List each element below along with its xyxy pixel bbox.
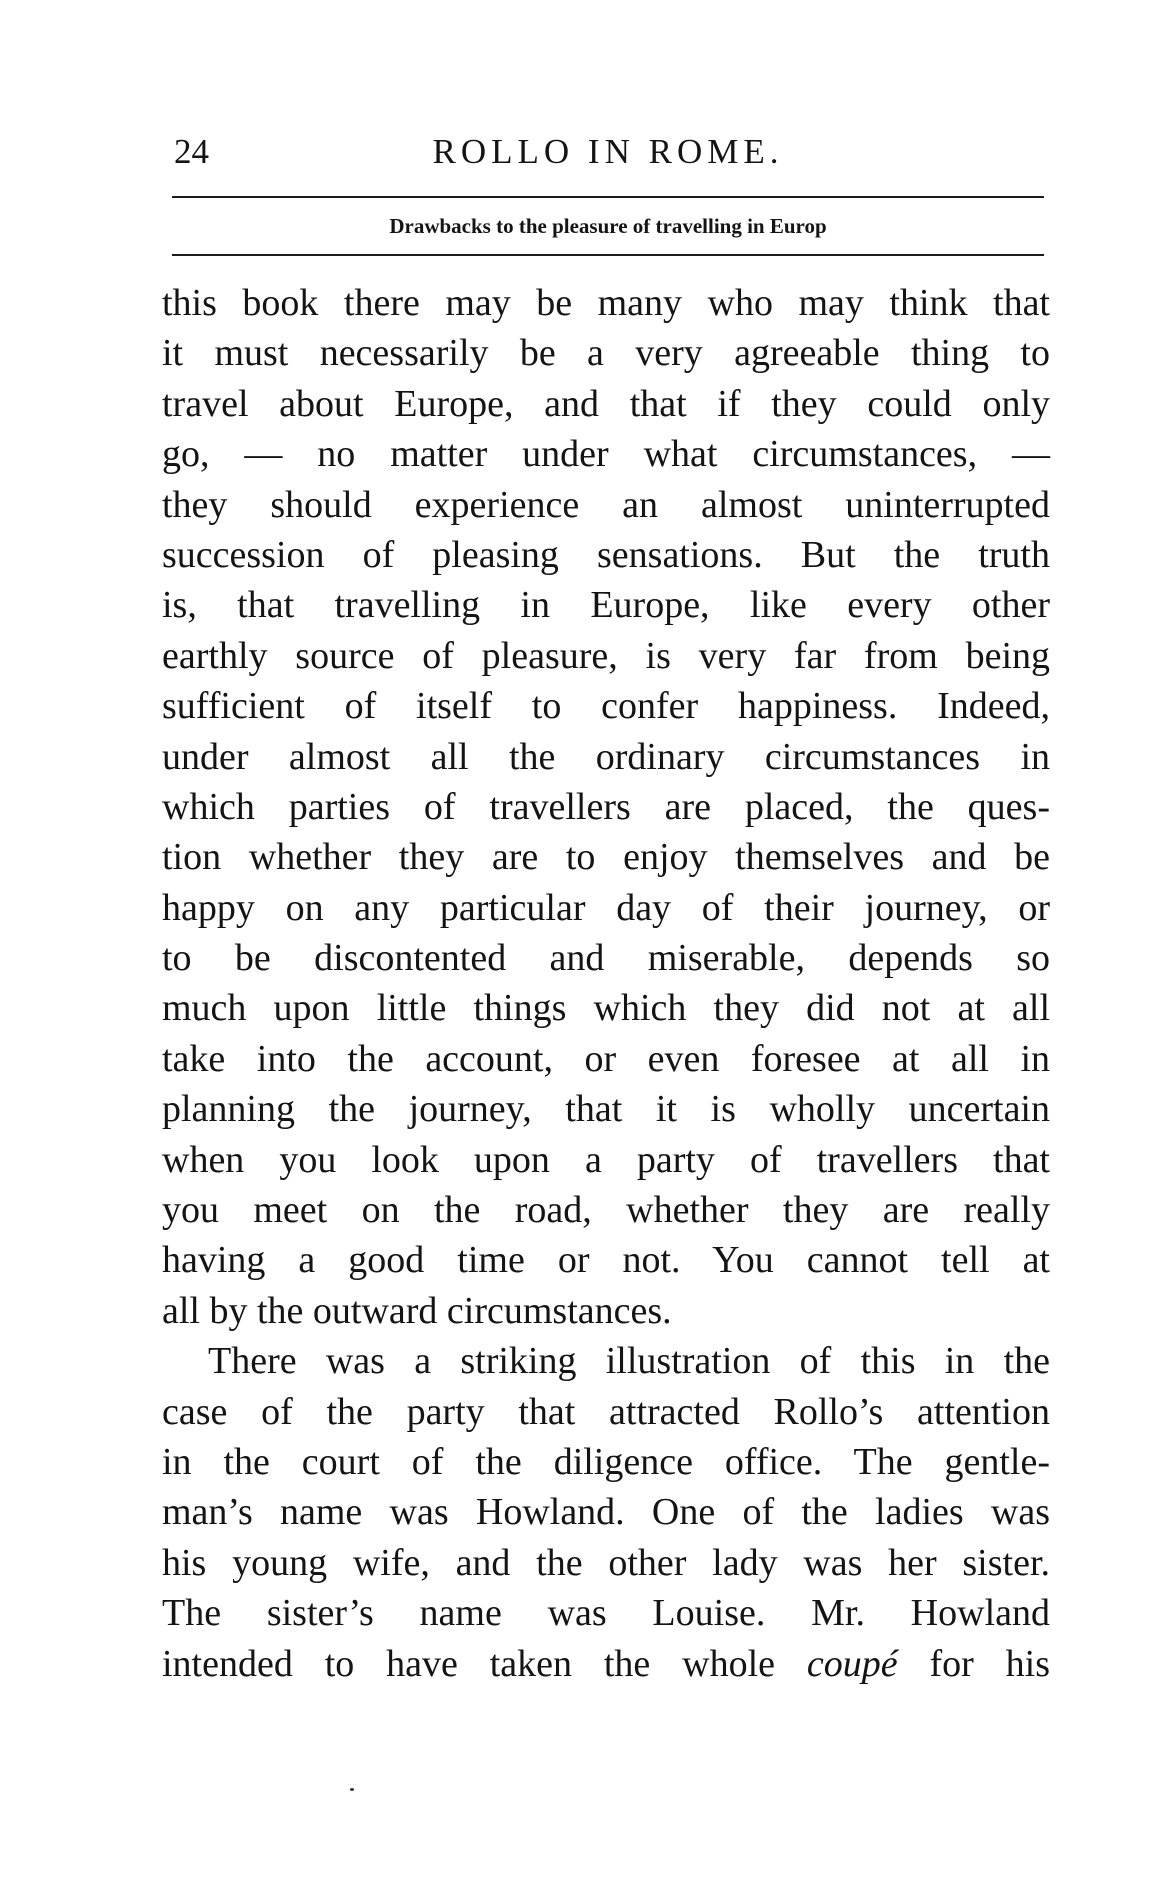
paragraph-final-line: all by the outward circumstances.: [162, 1289, 672, 1332]
body-line: to be discontented and miserable, depends so: [162, 937, 1050, 980]
body-line: man’s name was Howland. One of the ladies was: [162, 1491, 1050, 1534]
body-line: succession of pleasing sensations. But the truth: [162, 533, 1050, 576]
body-line: planning the journey, that it is wholly uncertain: [162, 1088, 1050, 1131]
body-line: case of the party that attracted Rollo’s attention: [162, 1390, 1050, 1433]
header-top-rule: [172, 196, 1044, 198]
body-line: his young wife, and the other lady was her sister.: [162, 1541, 1050, 1584]
body-line: they should experience an almost uninterrupted: [162, 483, 1050, 526]
body-line: this book there may be many who may think that: [162, 282, 1050, 324]
running-header: [170, 128, 1046, 176]
body-line: which parties of travellers are placed, the ques-: [162, 785, 1050, 828]
body-line: it must necessarily be a very agreeable thing to: [162, 332, 1050, 375]
body-line: tion whether they are to enjoy themselves and be: [162, 836, 1050, 879]
running-title: ROLLO IN ROME.: [432, 132, 784, 171]
header-bottom-rule: [172, 254, 1044, 256]
body-line: in the court of the diligence office. The gentle-: [162, 1440, 1050, 1483]
body-line: is, that travelling in Europe, like every other: [162, 584, 1050, 627]
section-subtitle: Drawbacks to the pleasure of travelling in Europ: [389, 214, 827, 238]
body-line: when you look upon a party of travellers that: [162, 1138, 1050, 1181]
body-line: go, — no matter under what circumstances, —: [162, 433, 1050, 476]
body-line: you meet on the road, whether they are really: [162, 1189, 1050, 1232]
body-line-with-italic: [162, 1639, 1050, 1689]
body-line: under almost all the ordinary circumstances in: [162, 735, 1050, 778]
body-line: happy on any particular day of their journey, or: [162, 886, 1050, 929]
page-number: 24: [174, 132, 209, 171]
body-line: travel about Europe, and that if they could only: [162, 382, 1050, 425]
body-line: earthly source of pleasure, is very far from being: [162, 634, 1050, 677]
paper-speck: [350, 1788, 354, 1791]
body-line: take into the account, or even foresee at all in: [162, 1037, 1050, 1080]
body-text: [162, 278, 1050, 1689]
body-line: The sister’s name was Louise. Mr. Howland: [162, 1592, 1050, 1635]
italic-word: coupé: [806, 1642, 898, 1685]
body-line: sufficient of itself to confer happiness. Indeed,: [162, 685, 1050, 728]
final-line-before-italic: intended to have taken the whole: [162, 1642, 776, 1685]
body-line: having a good time or not. You cannot tell at: [162, 1239, 1050, 1282]
body-line: much upon little things which they did not at all: [162, 987, 1050, 1030]
paragraph-first-line: There was a striking illustration of this in the: [208, 1340, 1050, 1383]
final-line-after-italic: for his: [929, 1642, 1051, 1685]
